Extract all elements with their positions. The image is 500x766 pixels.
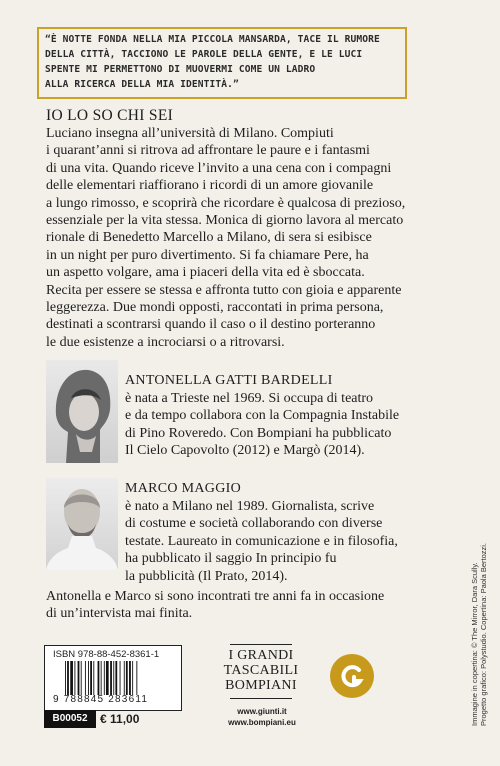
- synopsis-line: in un night per puro divertimento. Si fa chiamare Pere, ha: [46, 247, 369, 263]
- synopsis-line: le due esistenze a incrociarsi o a ritrovarsi.: [46, 334, 285, 350]
- synopsis-line: a lungo rimosso, e scoprirà che ricordare è qualcosa di prezioso,: [46, 195, 406, 211]
- author-name-marco: MARCO MAGGIO: [125, 481, 241, 496]
- url-line: www.giunti.it: [237, 707, 287, 716]
- brand-line: TASCABILI: [223, 663, 299, 678]
- barcode: [65, 661, 165, 695]
- credit-line: Immagine in copertina: © The Mirror, Dara Scully.: [470, 562, 479, 726]
- quote-line: ALLA RICERCA DELLA MIA IDENTITÀ.”: [45, 79, 239, 90]
- quote-line: SPENTE MI PERMETTONO DI MUOVERMI COME UN LADRO: [45, 64, 316, 75]
- quote-line: DELLA CITTÀ, TACCIONO LE PAROLE DELLA GENTE, E LE LUCI: [45, 49, 363, 60]
- barcode-number: 9 788845 283611: [53, 694, 149, 705]
- author-name-antonella: ANTONELLA GATTI BARDELLI: [125, 373, 333, 388]
- synopsis-line: leggerezza. Due mondi opposti, raccontati in prima persona,: [46, 300, 384, 316]
- synopsis-line: destinati a scontrarsi quando il caso o il destino porteranno: [46, 317, 376, 333]
- bio-line: la pubblicità (Il Prato, 2014).: [125, 568, 288, 584]
- book-title: IO LO SO CHI SEI: [46, 107, 174, 124]
- author-photo-marco: [46, 478, 118, 570]
- synopsis-line: Luciano insegna all’università di Milano. Compiuti: [46, 126, 334, 141]
- synopsis-line: un aspetto volgare, ama i piaceri della vita ed è sboccata.: [46, 265, 365, 281]
- author-bio-antonella: [125, 390, 399, 460]
- publisher-urls: [216, 706, 308, 728]
- pull-quote: [45, 32, 405, 92]
- synopsis-line: Recita per essere se stessa e affronta tutto con gioia e apparente: [46, 282, 402, 298]
- synopsis-line: i quarant’anni si ritrova ad affrontare le paure e i fantasmi: [46, 143, 370, 159]
- synopsis-line: essenziale per la vita stessa. Monica di giorno lavora al mercato: [46, 213, 404, 229]
- outro-text: [46, 588, 466, 623]
- product-code: B00052: [44, 710, 96, 728]
- barcode-box: [44, 645, 182, 711]
- bio-line: e da tempo collabora con la Compagnia Instabile: [125, 408, 400, 424]
- brand-line: I GRANDI: [228, 648, 294, 663]
- synopsis-line: delle elementari riaffiorano i ricordi di un amore giovanile: [46, 178, 374, 194]
- outro-line: Antonella e Marco si sono incontrati tre anni fa in occasione: [46, 589, 385, 604]
- synopsis-line: di una vita. Quando riceve l’invito a una cena con i compagni: [46, 160, 392, 176]
- brand-line: BOMPIANI: [225, 678, 297, 693]
- author-photo-antonella: [46, 360, 118, 463]
- bio-line: è nato a Milano nel 1989. Giornalista, scrive: [125, 499, 375, 514]
- series-brand: [216, 648, 306, 693]
- brand-rule-bottom: [230, 698, 292, 699]
- synopsis-line: rionale di Benedetto Marcello a Milano, di sera si esibisce: [46, 230, 372, 246]
- bio-line: Il Cielo Capovolto (2012) e Margò (2014).: [125, 443, 365, 459]
- quote-line: “È NOTTE FONDA NELLA MIA PICCOLA MANSARDA, TACE IL RUMORE: [45, 34, 380, 45]
- isbn-label: ISBN 978-88-452-8361-1: [53, 649, 160, 660]
- bio-line: di Pino Roveredo. Con Bompiani ha pubblicato: [125, 425, 392, 441]
- image-credits: [470, 543, 488, 726]
- price-strip: [44, 710, 180, 728]
- brand-rule-top: [230, 644, 292, 645]
- giunti-logo-icon: [330, 654, 374, 698]
- price: € 11,00: [100, 712, 140, 726]
- outro-line: di un’intervista mai finita.: [46, 606, 193, 622]
- bio-line: testate. Laureato in comunicazione e in filosofia,: [125, 533, 398, 549]
- bio-line: è nata a Trieste nel 1969. Si occupa di teatro: [125, 391, 374, 406]
- bio-line: di costume e società collaborando con diverse: [125, 516, 383, 532]
- url-line: www.bompiani.eu: [228, 718, 296, 727]
- bio-line: ha pubblicato il saggio In principio fu: [125, 551, 337, 567]
- synopsis: [46, 125, 466, 351]
- credit-line: Progetto grafico: Polystudio. Copertina: Paola Bertozzi.: [479, 542, 488, 726]
- author-bio-marco: [125, 498, 398, 585]
